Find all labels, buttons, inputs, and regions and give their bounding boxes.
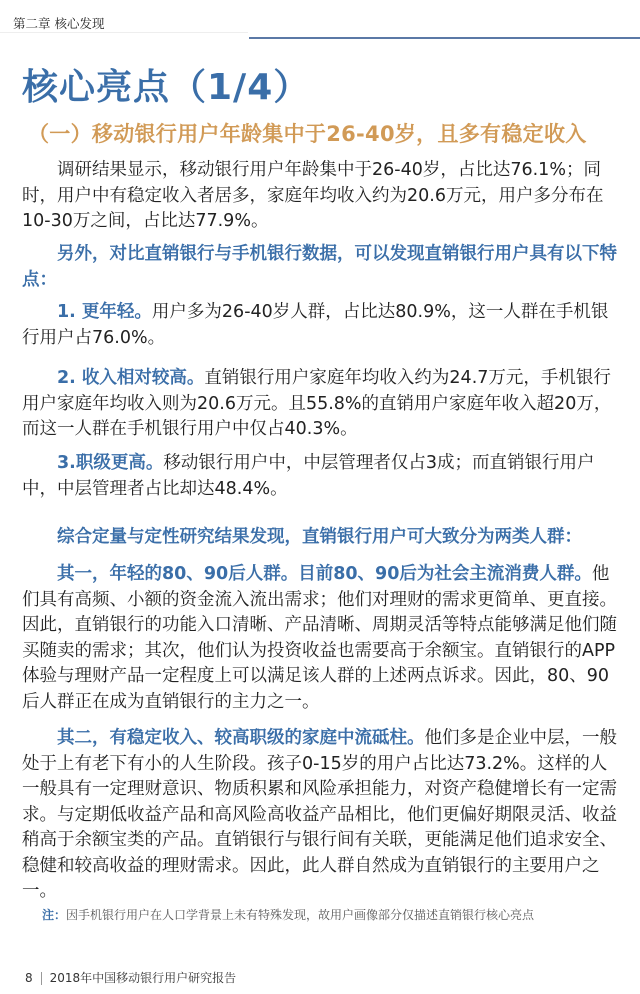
point-rank-text: 移动银行用户中，中层管理者仅占3成；而直销银行用户中，中层管理者占比却达48.4%。: [22, 453, 595, 499]
group-young-label: 其一，年轻的80、90后人群。目前80、90后为社会主流消费人群。: [57, 564, 592, 584]
footnote-label: 注：: [42, 908, 67, 922]
point-income-label: 2. 收入相对较高。: [57, 368, 205, 388]
intro-paragraph: 调研结果显示，移动银行用户年龄集中于26-40岁，占比达76.1%；同时，用户中有稳定收入者居多，家庭年均收入约为20.6万元，用户多分布在10-30万之间，占比达77.9%。: [22, 160, 604, 231]
summary-lead-paragraph: 综合定量与定性研究结果发现，直销银行用户可大致分为两类人群：: [57, 527, 582, 547]
point-income-text: 直销银行用户家庭年均收入约为24.7万元，手机银行用户家庭年均收入则为20.6万元。且55.8%的直销用户家庭年收入超20万，而这一人群在手机银行用户中仅占40.3%。: [22, 368, 612, 439]
header-rule-right: [249, 37, 640, 39]
header-chapter: 第二章 核心发现: [13, 16, 105, 31]
page-footer: [25, 970, 236, 986]
section-heading: （一）移动银行用户年龄集中于26-40岁，且多有稳定收入: [28, 122, 587, 146]
footnote-text: 因手机银行用户在人口学背景上未有特殊发现，故用户画像部分仅描述直销银行核心亮点: [66, 908, 535, 922]
page-number: 8: [25, 971, 33, 985]
point-younger: [22, 300, 622, 351]
footnote: [42, 906, 632, 924]
header-rule-left: [0, 32, 248, 33]
group-family-label: 其二，有稳定收入、较高职级的家庭中流砥柱。: [57, 728, 425, 748]
point-younger-label: 1. 更年轻。: [57, 302, 152, 322]
point-rank-label: 3.职级更高。: [57, 453, 164, 473]
compare-lead-paragraph: 另外，对比直销银行与手机银行数据，可以发现直销银行用户具有以下特点：: [22, 244, 617, 290]
point-younger-text: 用户多为26-40岁人群，占比达80.9%，这一人群在手机银行用户占76.0%。: [22, 302, 609, 348]
report-title: 2018年中国移动银行用户研究报告: [49, 971, 237, 985]
footer-separator: [41, 972, 42, 985]
group-young-text: 他们具有高频、小额的资金流入流出需求；他们对理财的需求更简单、更直接。因此，直销银行的功能入口清晰、产品清晰、周期灵活等特点能够满足他们随买随卖的需求；其次，他们认为投资收益也需要高于余额宝。直销银行的APP体验与理财产品一定程度上可以满足该人群的上述两点诉求。因此，80、90后人群正在成为直销银行的主力之一。: [22, 564, 617, 712]
point-higher-income: [22, 366, 622, 443]
group-family-text: 他们多是企业中层，一般处于上有老下有小的人生阶段。孩子0-15岁的用户占比达73.2%。这样的人一般具有一定理财意识、物质积累和风险承担能力，对资产稳健增长有一定需求。与定期低收益产品和高风险高收益产品相比，他们更偏好期限灵活、收益稍高于余额宝类的产品。直销银行与银行间有关联，更能满足他们追求安全、稳健和较高收益的理财需求。因此，此人群自然成为直销银行的主要用户之一。: [22, 728, 617, 901]
point-higher-rank: [22, 451, 622, 502]
page-title: 核心亮点（1/4）: [22, 67, 311, 108]
group-young: [22, 562, 622, 715]
group-family: [22, 726, 622, 905]
